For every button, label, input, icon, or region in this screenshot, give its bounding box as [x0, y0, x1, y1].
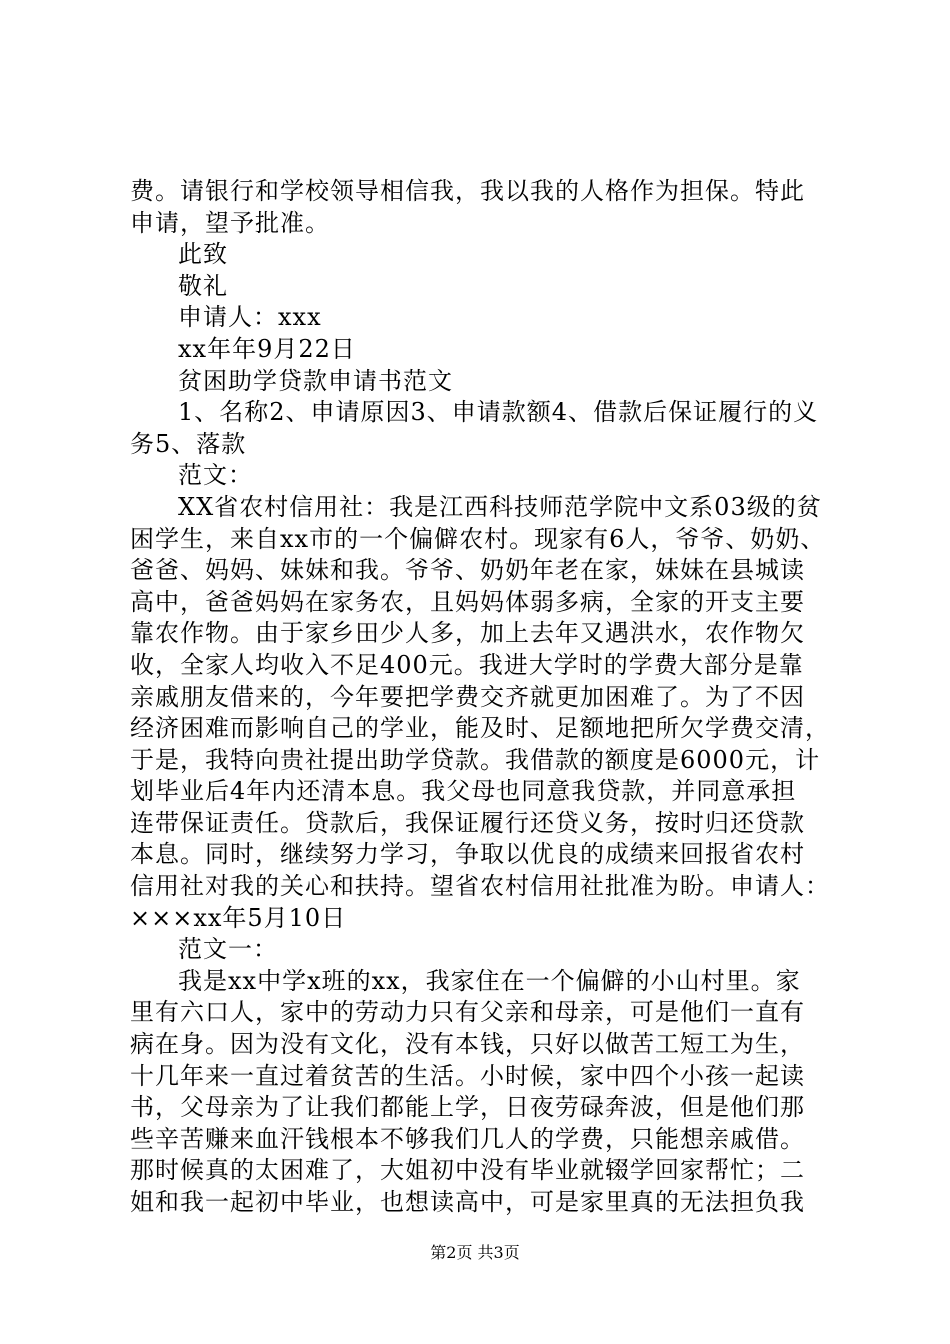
text-line: XX省农村信用社：我是江西科技师范学院中文系03级的贫	[178, 492, 822, 521]
text-line: 病在身。因为没有文化，没有本钱，只好以做苦工短工为生，	[130, 1030, 805, 1059]
text-line: 那时候真的太困难了，大姐初中没有毕业就辍学回家帮忙；二	[130, 1156, 805, 1185]
text-line: 1、名称2、申请原因3、申请款额4、借款后保证履行的义	[178, 398, 819, 427]
text-line: 亲戚朋友借来的，今年要把学费交齐就更加困难了。为了不因	[130, 682, 805, 711]
text-line: 里有六口人，家中的劳动力只有父亲和母亲，可是他们一直有	[130, 998, 805, 1027]
text-line: 申请人：xxx	[178, 303, 322, 332]
text-line: 信用社对我的关心和扶持。望省农村信用社批准为盼。申请人：	[130, 872, 830, 901]
text-line: 我是xx中学x班的xx，我家住在一个偏僻的小山村里。家	[178, 966, 801, 995]
text-line: 高中，爸爸妈妈在家务农，且妈妈体弱多病，全家的开支主要	[130, 587, 805, 616]
text-line: 划毕业后4年内还清本息。我父母也同意我贷款，并同意承担	[130, 777, 797, 806]
text-line: 此致	[178, 240, 228, 269]
text-line: 姐和我一起初中毕业，也想读高中，可是家里真的无法担负我	[130, 1188, 805, 1216]
document-body	[130, 176, 830, 1219]
text-line: 敬礼	[178, 271, 228, 300]
text-line: 贫困助学贷款申请书范文	[178, 366, 453, 395]
text-line: 困学生，来自xx市的一个偏僻农村。现家有6人，爷爷、奶奶、	[130, 524, 826, 553]
text-line: 爸爸、妈妈、妹妹和我。爷爷、奶奶年老在家，妹妹在县城读	[130, 556, 805, 585]
text-line: 于是，我特向贵社提出助学贷款。我借款的额度是6000元，计	[130, 745, 821, 774]
text-line: 本息。同时，继续努力学习，争取以优良的成绩来回报省农村	[130, 840, 805, 869]
text-line: 范文一：	[178, 935, 278, 964]
text-line: 书，父母亲为了让我们都能上学，日夜劳碌奔波，但是他们那	[130, 1093, 805, 1122]
text-line: xx年年9月22日	[178, 334, 356, 363]
text-line: 费。请银行和学校领导相信我，我以我的人格作为担保。特此	[130, 177, 805, 205]
text-line: 些辛苦赚来血汗钱根本不够我们几人的学费，只能想亲戚借。	[130, 1124, 805, 1153]
text-line: 连带保证责任。贷款后，我保证履行还贷义务，按时归还贷款	[130, 808, 805, 837]
text-line: 申请，望予批准。	[130, 208, 330, 237]
page-footer: 第2页 共3页	[430, 1243, 520, 1262]
text-line: 十几年来一直过着贫苦的生活。小时候，家中四个小孩一起读	[130, 1061, 805, 1090]
text-line: 务5、落款	[130, 429, 247, 458]
text-line: 范文：	[178, 461, 253, 490]
text-line: 经济困难而影响自己的学业，能及时、足额地把所欠学费交清，	[130, 714, 830, 743]
text-line: 收，全家人均收入不足400元。我进大学时的学费大部分是靠	[130, 650, 804, 679]
text-line: 靠农作物。由于家乡田少人多，加上去年又遇洪水，农作物欠	[130, 619, 805, 648]
text-line: ×××xx年5月10日	[130, 903, 347, 932]
